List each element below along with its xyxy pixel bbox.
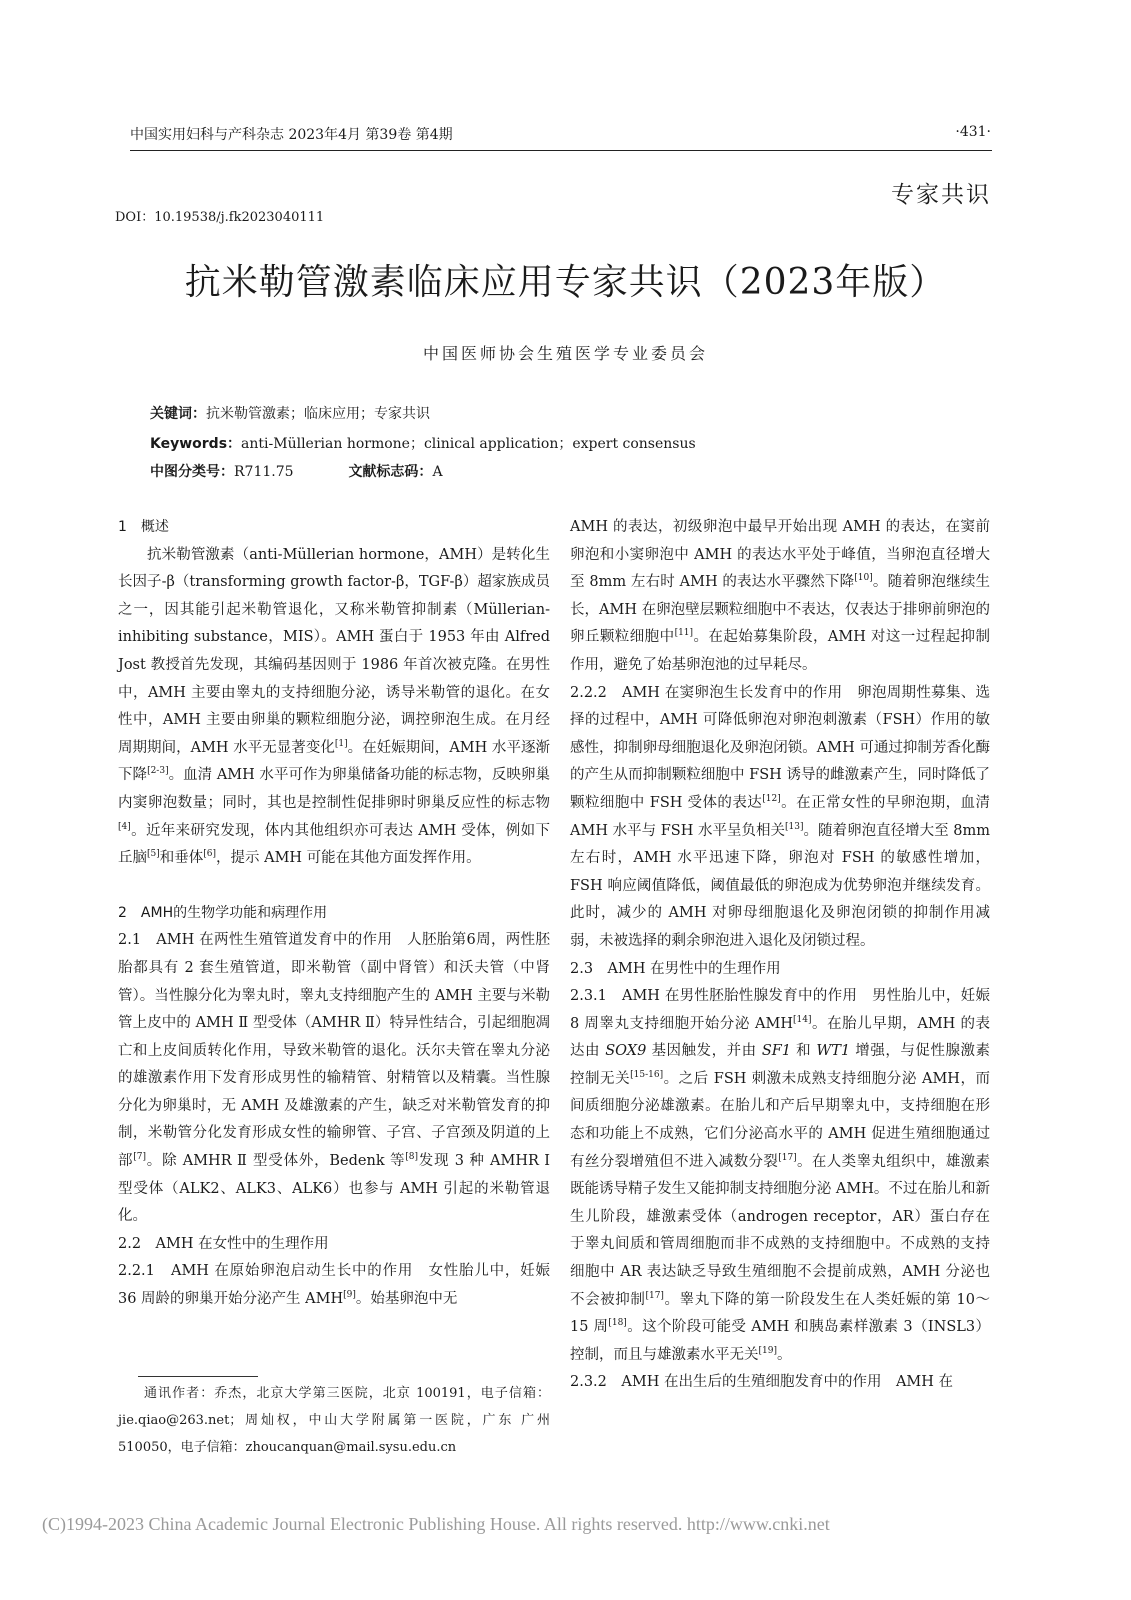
citation: [18] [608,1318,627,1329]
section-heading-2: 2 AMH的生物学功能和病理作用 [118,904,328,921]
citation: [17] [778,1152,797,1163]
citation: [12] [762,794,781,805]
paragraph-2-1: 2.1 AMH 在两性生殖管道发育中的作用 人胚胎第6周，两性胚胎都具有 2 套生殖管道，即米勒管（副中肾管）和沃夫管（中肾管）。当性腺分化为睾丸时，睾丸支持细胞产生的 AMH 主要与米勒管上皮中的 AMH Ⅱ 型受体（AMHR Ⅱ）特异性结合，引起细胞凋亡和上皮间质转化作用，导致米勒管的退化。沃尔夫管在睾丸分泌的雄激素作用下发育形成男性的输精管、射精管以及精囊。当性腺分化为卵巢时，无 AMH 及雄激素的产生，缺乏对米勒管发育的抑制，米勒管分化发育形成女性的输卵管、子宫、子宫颈及阴道的上部[7]。除 AMHR Ⅱ 型受体外，Bedenk 等[8]发现 3 种 AMHR Ⅰ 型受体（ALK2、ALK3、ALK6）也参与 AMH 引起的米勒管退化。 [118,932,550,1225]
corresponding-author-footnote: 通讯作者：乔杰，北京大学第三医院，北京 100191，电子信箱：jie.qiao@263.net；周灿权，中山大学附属第一医院，广东 广州 510050，电子信箱：zhoucanquan@mail.sysu.edu.cn [118,1386,550,1455]
citation: [9] [343,1290,356,1301]
copyright-watermark: (C)1994-2023 China Academic Journal Electronic Publishing House. All rights reserved. http://www.cnki.net [42,1514,830,1534]
paragraph-2-2-2: 2.2.2 AMH 在窦卵泡生长发育中的作用 卵泡周期性募集、选择的过程中，AMH 可降低卵泡对卵泡刺激素（FSH）作用的敏感性，抑制卵母细胞退化及卵泡闭锁。AMH 可通过抑制芳香化酶的产生从而抑制颗粒细胞中 FSH 诱导的雌激素产生，同时降低了颗粒细胞中 FSH 受体的表达[12]。在正常女性的早卵泡期，血清 AMH 水平与 FSH 水平呈负相关[13]。随着卵泡直径增大至 8mm 左右时，AMH 水平迅速下降，卵泡对 FSH 的敏感性增加，FSH 响应阈值降低，阈值最低的卵泡成为优势卵泡并继续发育。此时，减少的 AMH 对卵母细胞退化及卵泡闭锁的抑制作用减弱，未被选择的剩余卵泡进入退化及闭锁过程。 [570,684,991,949]
citation: [2-3] [147,766,169,777]
paragraph-2-3-2: 2.3.2 AMH 在出生后的生殖细胞发育中的作用 AMH 在 [570,1374,954,1391]
citation: [1] [334,738,348,749]
paragraph-overview: 抗米勒管激素（anti-Müllerian hormone，AMH）是转化生长因子-β（transforming growth factor-β，TGF-β）超家族成员之一，因其能引起米勒管退化，又称米勒管抑制素（Müllerian-inhibiting substance，MIS）。AMH 蛋白于 1953 年由 Alfred Jost 教授首先发现，其编码基因则于 1986 年首次被克隆。在男性中，AMH 主要由睾丸的支持细胞分泌，诱导米勒管的退化。在女性中，AMH 主要由卵巢的颗粒细胞分泌，调控卵泡生成。在月经周期期间，AMH 水平无显著变化[1]。在妊娠期间，AMH 水平逐渐下降[2-3]。血清 AMH 水平可作为卵巢储备功能的标志物，反映卵巢内窦卵泡数量；同时，其也是控制性促排卵时卵巢反应性的标志物[4]。近年来研究发现，体内其他组织亦可表达 AMH 受体，例如下丘脑[5]和垂体[6]，提示 AMH 可能在其他方面发挥作用。 [118,546,550,867]
doc-code-label: 文献标志码： [348,464,433,480]
page-number: ·431· [955,124,991,140]
keywords-en-label: Keywords： [150,436,242,452]
citation: [5] [147,849,160,860]
doi: DOI：10.19538/j.fk2023040111 [115,210,325,225]
keywords-en [150,433,696,453]
citation: [19] [758,1345,777,1356]
citation: [10] [854,573,873,584]
citation: [11] [674,628,694,639]
keywords-cn-label: 关键词： [150,406,206,422]
keywords-en-text: anti-Müllerian hormone；clinical application；expert consensus [241,436,696,452]
doc-code: A [432,464,443,480]
paragraph-2-3-1: 2.3.1 AMH 在男性胚胎性腺发育中的作用 男性胎儿中，妊娠 8 周睾丸支持细胞开始分泌 AMH[14]。在胎儿早期，AMH 的表达由 SOX9 基因触发，并由 SF1 和 WT1 增强，与促性腺激素控制无关[15-16]。之后 FSH 刺激未成熟支持细胞分泌 AMH，而间质细胞分泌雄激素。在胎儿和产后早期睾丸中，支持细胞在形态和功能上不成熟，它们分泌高水平的 AMH 促进生殖细胞通过有丝分裂增殖但不进入减数分裂[17]。在人类睾丸组织中，雄激素既能诱导精子发生又能抑制支持细胞分泌 AMH。不过在胎儿和新生儿阶段，雄激素受体（androgen receptor，AR）蛋白存在于睾丸间质和管周细胞而非不成熟的支持细胞中。不成熟的支持细胞中 AR 表达缺乏导致生殖细胞不会提前成熟，AMH 分泌也不会被抑制[17]。睾丸下降的第一阶段发生在人类妊娠的第 10～15 周[18]。这个阶段可能受 AMH 和胰岛素样激素 3（INSL3）控制，而且与雄激素水平无关[19]。 [570,988,991,1363]
left-column [118,514,550,1314]
citation: [15-16] [630,1070,664,1081]
journal-header: 中国实用妇科与产科杂志 2023年4月 第39卷 第4期 [130,127,453,143]
citation: [17] [645,1290,664,1301]
gene-name: SOX9 [605,1043,647,1060]
subsection-heading-2-2: 2.2 AMH 在女性中的生理作用 [118,1235,329,1252]
gene-name: WT1 [816,1043,851,1060]
classification-code: R711.75 [234,464,294,480]
keywords-cn [150,403,430,423]
paragraph-continued: AMH 的表达，初级卵泡中最早开始出现 AMH 的表达，在窦前卵泡和小窦卵泡中 AMH 的表达水平处于峰值，当卵泡直径增大至 8mm 左右时 AMH 的表达水平骤然下降[10]。随着卵泡继续生长，AMH 在卵泡壁层颗粒细胞中不表达，仅表达于排卵前卵泡的卵丘颗粒细胞中[11]。在起始募集阶段，AMH 对这一过程起抑制作用，避免了始基卵泡池的过早耗尽。 [570,519,991,673]
paragraph-2-2-1: 2.2.1 AMH 在原始卵泡启动生长中的作用 女性胎儿中，妊娠 36 周龄的卵巢开始分泌产生 AMH[9]。始基卵泡中无 [118,1263,550,1308]
right-column [570,514,990,1397]
citation: [6] [203,849,216,860]
citation: [14] [793,1014,812,1025]
header-divider [130,150,992,151]
citation: [13] [785,821,804,832]
section-tag: 专家共识 [891,182,991,208]
article-title: 抗米勒管激素临床应用专家共识（2023年版） [184,262,947,303]
citation: [8] [405,1152,419,1163]
authors: 中国医师协会生殖医学专业委员会 [422,344,708,363]
classification-line [150,461,443,481]
citation: [4] [118,821,131,832]
footnote-divider [138,1376,258,1377]
keywords-cn-text: 抗米勒管激素；临床应用；专家共识 [206,406,430,422]
gene-name: SF1 [761,1043,792,1060]
classification-label: 中图分类号： [150,464,234,480]
section-heading-1: 1 概述 [118,519,169,535]
citation: [7] [133,1152,147,1163]
subsection-heading-2-3: 2.3 AMH 在男性中的生理作用 [570,960,781,977]
